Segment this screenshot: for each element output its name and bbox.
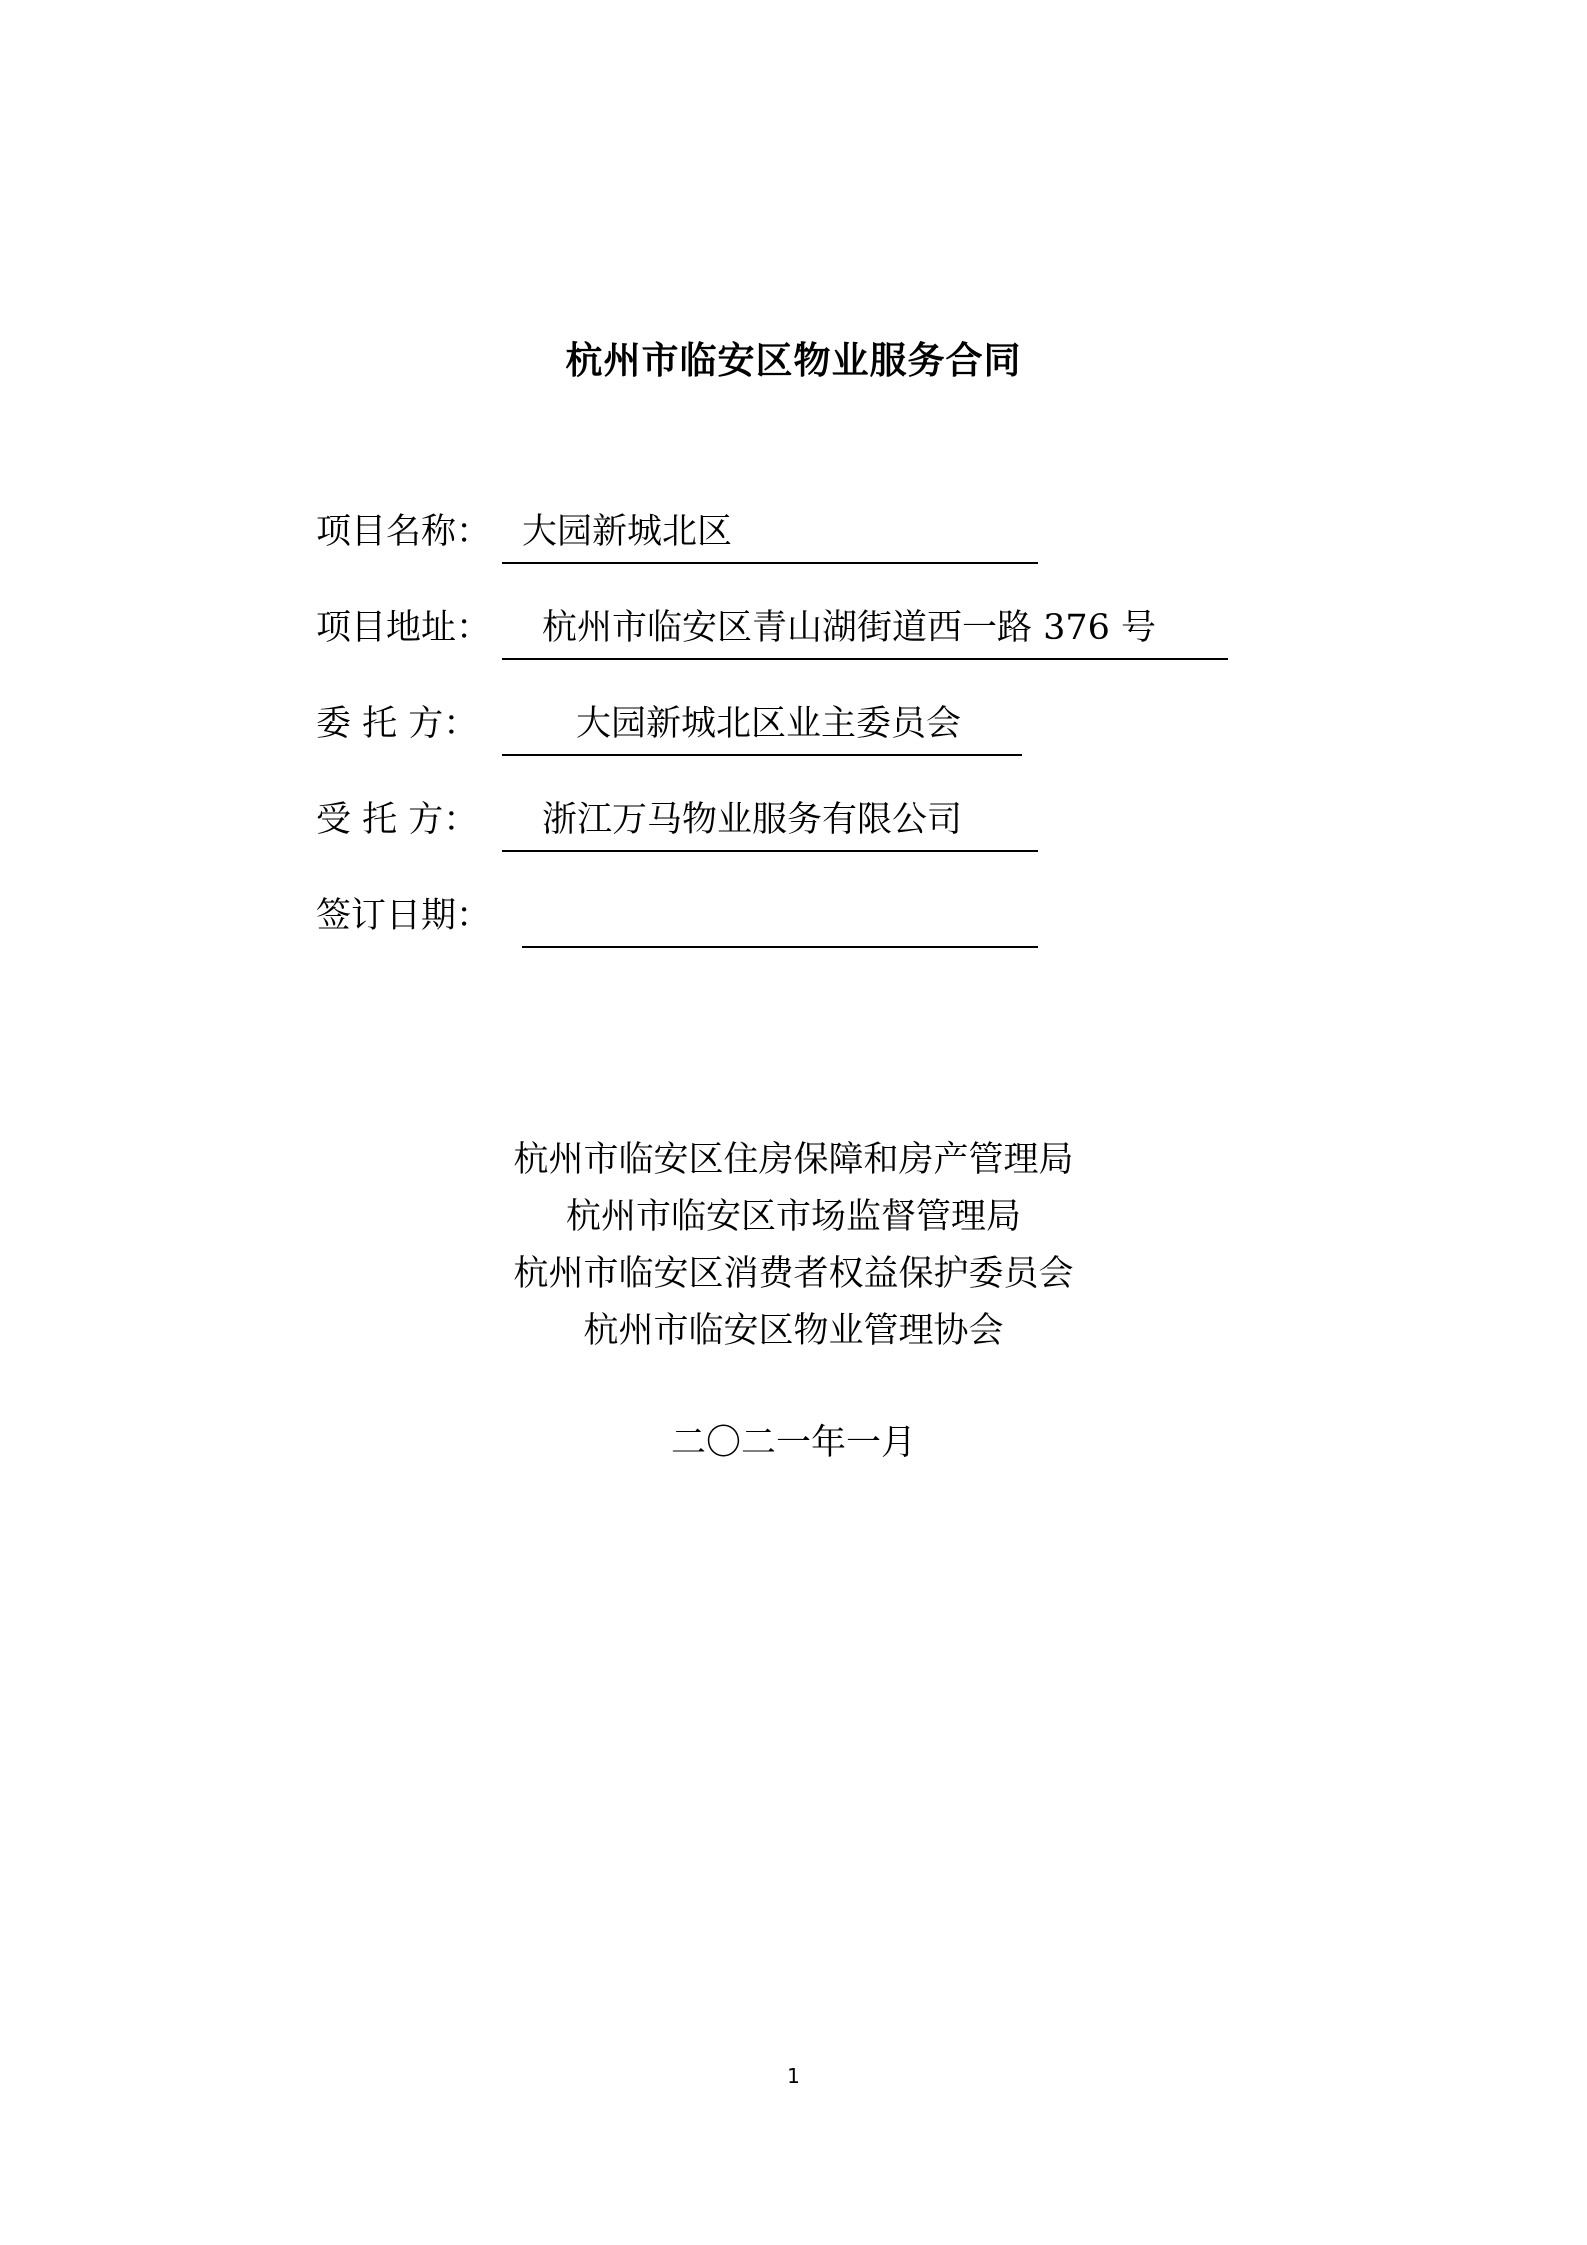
field-agent [316,790,1056,850]
issue-date: 二〇二一年一月 [670,1423,916,1463]
field-project-address [316,598,1236,658]
field-label-agent: 受 托 方： [316,800,479,840]
field-value-project-address: 杭州市临安区青山湖街道西一路 376 号 [542,608,1157,648]
field-underline-signing-date [522,886,1038,948]
issuing-authorities [0,1132,1587,1360]
issuer-consumer-protection: 杭州市临安区消费者权益保护委员会 [513,1254,1074,1294]
issuer-housing-bureau: 杭州市临安区住房保障和房产管理局 [513,1140,1074,1180]
issuer-property-association: 杭州市临安区物业管理协会 [583,1311,1004,1351]
page-number: 1 [787,2064,800,2088]
field-value-project-name: 大园新城北区 [522,512,733,552]
field-value-principal: 大园新城北区业主委员会 [576,704,962,744]
field-signing-date [316,886,1056,946]
document-title: 杭州市临安区物业服务合同 [565,339,1022,382]
field-label-project-name: 项目名称： [316,512,492,552]
field-label-project-address: 项目地址： [316,608,492,648]
issuer-market-supervision: 杭州市临安区市场监督管理局 [565,1197,1021,1237]
field-principal [316,694,1056,754]
field-project-name [316,502,1056,562]
field-value-agent: 浙江万马物业服务有限公司 [542,800,963,840]
field-label-principal: 委 托 方： [316,704,479,744]
field-label-signing-date: 签订日期： [316,896,492,936]
